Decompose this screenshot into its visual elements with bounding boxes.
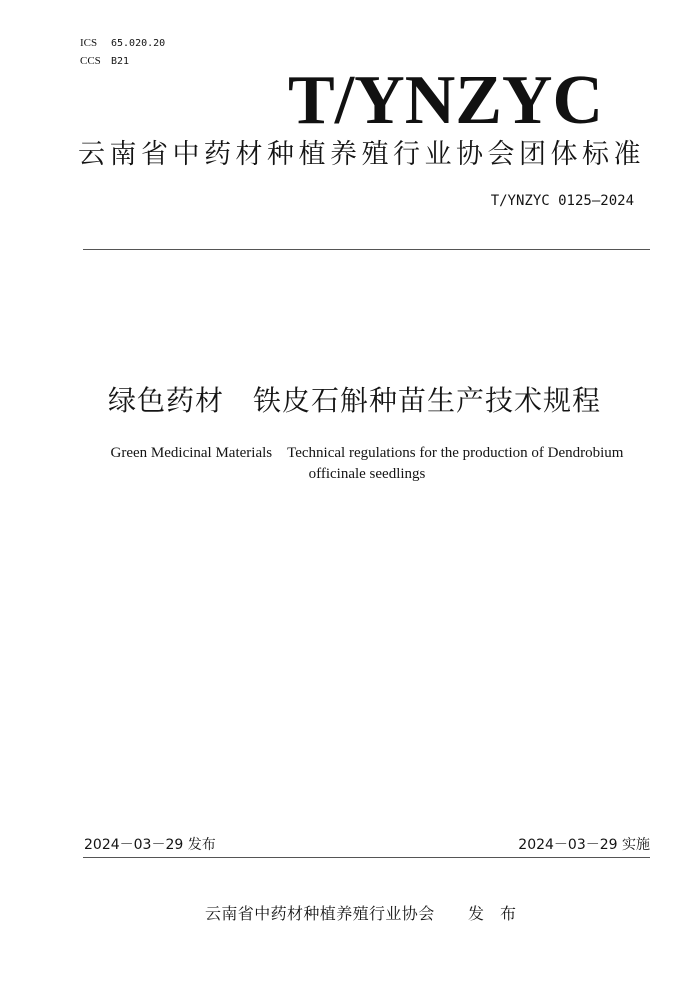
implement-date bbox=[518, 836, 650, 854]
english-title-line: Green Medicinal Materials Technical regulations for the production of Dendrobium bbox=[110, 445, 624, 461]
english-title-line: officinale seedlings bbox=[308, 466, 426, 482]
standard-number: T/YNZYC 0125—2024 bbox=[490, 193, 634, 209]
ics-label: ICS bbox=[80, 37, 98, 49]
top-divider bbox=[83, 249, 650, 250]
publisher-organization: 云南省中药材种植养殖行业协会 bbox=[205, 904, 435, 923]
organization-title: 云南省中药材种植养殖行业协会团体标准 bbox=[78, 139, 645, 170]
ccs-code bbox=[80, 53, 129, 67]
publish-date bbox=[84, 836, 216, 854]
ics-value: 65.020.20 bbox=[111, 38, 166, 49]
document-title-english bbox=[80, 443, 654, 485]
ccs-label: CCS bbox=[80, 55, 101, 67]
ics-code bbox=[80, 35, 165, 49]
implement-date-value: 2024－03－29 bbox=[518, 837, 618, 853]
publish-date-value: 2024－03－29 bbox=[84, 837, 184, 853]
publish-date-label: 发布 bbox=[187, 837, 216, 853]
bottom-divider bbox=[83, 857, 650, 858]
publisher-action: 发 布 bbox=[468, 904, 517, 923]
document-title-chinese: 绿色药材 铁皮石斛种苗生产技术规程 bbox=[108, 384, 602, 417]
implement-date-label: 实施 bbox=[622, 837, 650, 853]
ccs-value: B21 bbox=[111, 56, 130, 67]
standard-logo: T/YNZYC bbox=[288, 62, 604, 139]
